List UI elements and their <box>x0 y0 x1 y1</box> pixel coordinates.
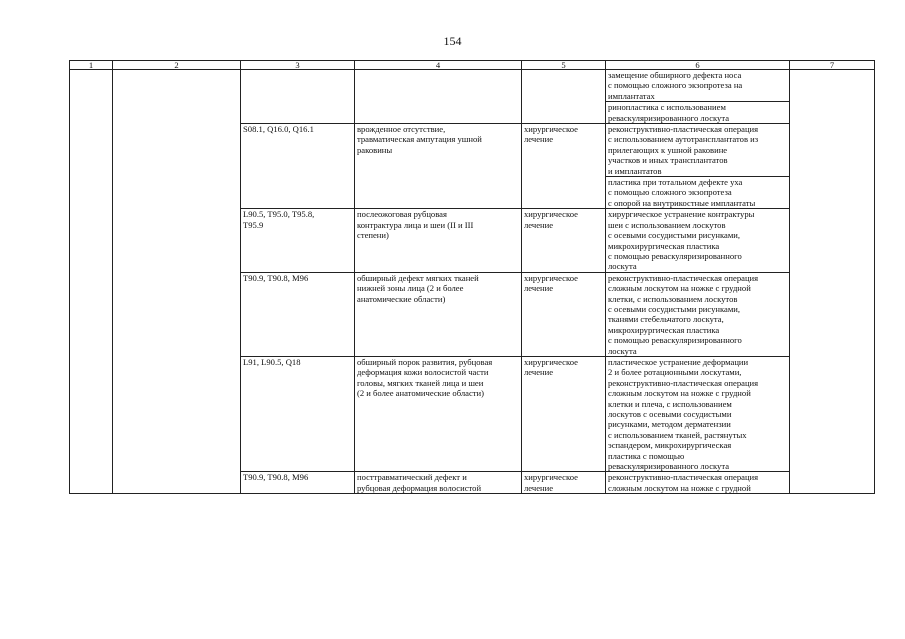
column-number-row <box>70 61 875 70</box>
method-cell: пластика при тотальном дефекте уха с помощью сложного экзопротеза с опорой на внутрикостные имплантаты <box>606 177 790 209</box>
codes-cell: T90.9, T90.8, M96 <box>241 272 355 356</box>
method-cell: пластическое устранение деформации 2 и более ротационными лоскутами, реконструктивно-пластическая операция сложным лоскутом на ножке с грудной клетки и плеча, с использованием лоскутов с осевыми сосудистыми рисунками, методом дерматензии с использованием тканей, растянутых эспандером, микрохирургическая пластика с помощью реваскуляризированного лоскута <box>606 356 790 471</box>
page-number: 154 <box>443 34 462 48</box>
col1-cell <box>70 70 113 494</box>
column-header-4: 4 <box>355 61 522 70</box>
codes-cell: L91, L90.5, Q18 <box>241 356 355 471</box>
codes-cell <box>241 70 355 124</box>
method-cell: реконструктивно-пластическая операция сложным лоскутом на ножке с грудной <box>606 472 790 494</box>
treatment-cell <box>522 70 606 124</box>
diagnosis-cell: послеожоговая рубцовая контрактура лица и шеи (II и III степени) <box>355 209 522 272</box>
diagnosis-cell <box>355 70 522 124</box>
method-cell: ринопластика с использованием реваскуляризированного лоскута <box>606 102 790 124</box>
diagnosis-cell: врожденное отсутствие, травматическая ампутация ушной раковины <box>355 124 522 209</box>
codes-cell: L90.5, T95.0, T95.8, T95.9 <box>241 209 355 272</box>
table-row <box>70 70 875 102</box>
codes-cell: S08.1, Q16.0, Q16.1 <box>241 124 355 209</box>
diagnosis-cell: обширный порок развития, рубцовая деформация кожи волосистой части головы, мягких тканей лица и шеи (2 и более анатомические области) <box>355 356 522 471</box>
diagnosis-cell: посттравматический дефект и рубцовая деформация волосистой <box>355 472 522 494</box>
column-header-6: 6 <box>606 61 790 70</box>
method-cell: реконструктивно-пластическая операция сложным лоскутом на ножке с грудной клетки, с использованием лоскутов с осевыми сосудистыми рисунками, тканями стебельчатого лоскута, микрохирургическая пластика с помощью реваскуляризированного лоскута <box>606 272 790 356</box>
treatment-cell: хирургическое лечение <box>522 124 606 209</box>
method-cell: замещение обширного дефекта носа с помощью сложного экзопротеза на имплантатах <box>606 70 790 102</box>
procedures-table <box>69 60 875 494</box>
column-header-7: 7 <box>790 61 875 70</box>
treatment-cell: хирургическое лечение <box>522 209 606 272</box>
method-cell: реконструктивно-пластическая операция с использованием аутотрансплантатов из прилегающих к ушной раковине участков и иных трансплантатов и имплантатов <box>606 124 790 177</box>
treatment-cell: хирургическое лечение <box>522 472 606 494</box>
col7-cell <box>790 70 875 494</box>
col2-cell <box>113 70 241 494</box>
diagnosis-cell: обширный дефект мягких тканей нижней зоны лица (2 и более анатомические области) <box>355 272 522 356</box>
column-header-1: 1 <box>70 61 113 70</box>
column-header-5: 5 <box>522 61 606 70</box>
treatment-cell: хирургическое лечение <box>522 356 606 471</box>
column-header-3: 3 <box>241 61 355 70</box>
treatment-cell: хирургическое лечение <box>522 272 606 356</box>
codes-cell: T90.9, T90.8, M96 <box>241 472 355 494</box>
column-header-2: 2 <box>113 61 241 70</box>
method-cell: хирургическое устранение контрактуры шеи с использованием лоскутов с осевыми сосудистыми рисунками, микрохирургическая пластика с помощью реваскуляризированного лоскута <box>606 209 790 272</box>
